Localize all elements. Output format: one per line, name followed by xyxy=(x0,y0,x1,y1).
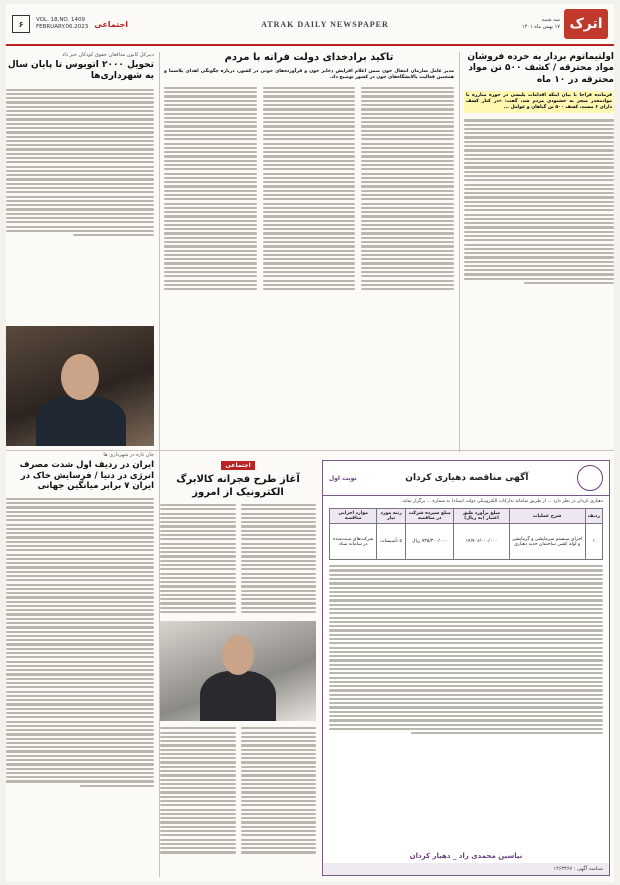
left-bottom-story xyxy=(6,452,154,877)
left-top-kicker: دبیرکل کانون مدافعان حقوق کودکان خبر داد xyxy=(62,52,154,58)
right-story-lead: فرمانده فراجا با بیان اینکه اقدامات پلیسی در حوزه مبارزه با موادمخدر منجر به خشنودی مردم شد، گفت: «در کنار کشف دارای ۶ مسند، کشف ۵۰۰ تن گیاهان و عوامل ... xyxy=(464,91,614,114)
english-date: FEBRUARY.06.2023 xyxy=(36,24,89,30)
ad-signature: نیاسین محمدی راد _ دهیار کردان xyxy=(323,849,609,863)
left-top-story xyxy=(6,52,154,322)
ad-th: ردیف xyxy=(585,509,602,524)
logo-mark: اترک xyxy=(564,9,608,39)
ad-round: نوبت اول xyxy=(329,474,357,482)
mid-section-tag: اجتماعی xyxy=(221,461,254,470)
issue-meta xyxy=(12,15,128,33)
section-label: اجتماعی xyxy=(94,19,128,29)
page-number: ۶ xyxy=(12,15,30,33)
mid-story-headline: آغاز طرح فجرانه کالابرگ الکترونیک از امروز xyxy=(176,474,300,498)
ad-th: مبلغ برآورد طبق اعتبار (به ریال) xyxy=(454,509,509,524)
left-bottom-body xyxy=(6,498,154,787)
newspaper-page xyxy=(6,4,614,882)
ad-intro: دهیاری کردان در نظر دارد ... از طریق سامانه تدارکات الکترونیکی دولت (ستاد) به شماره ... برگزار نماید. xyxy=(401,499,603,504)
ad-th: مبلغ سپرده شرکت در مناقصه xyxy=(405,509,454,524)
official-photo xyxy=(6,326,154,446)
ad-td: اجرای سیستم سرمایشی و گرمایشی و لوله کشی ساختمان جدید دهیاری xyxy=(509,524,585,560)
nameplate: ATRAK DAILY NEWSPAPER xyxy=(261,19,389,29)
left-bottom-kicker: جان تازه در شهرداری ها xyxy=(103,452,154,458)
issue-info xyxy=(522,17,560,31)
left-top-headline: تحویل ۲۰۰۰ اتوبوس تا پایان سال به شهرداری‌ها xyxy=(7,60,154,82)
ad-th: شرح عملیات xyxy=(509,509,585,524)
ad-td: شرکت‌های سبت‌شده در سامانه ستاد xyxy=(330,524,377,560)
center-story xyxy=(164,52,454,452)
logo xyxy=(522,9,608,39)
masthead xyxy=(6,4,614,46)
ad-th: موارد اجرایی مناقصه xyxy=(330,509,377,524)
emblem-icon xyxy=(577,465,603,491)
ad-td: ۱۴/۷۰۶/۰۰۰/۰۰۰ xyxy=(454,524,509,560)
center-story-lead: مدیر عامل سازمان انتقال خون ضمن اعلام افزایش ذخایر خون و فرآورده‌های خونی در کشور، درباره چگونگی اهدای پلاسما و همچنین فعالیت پالایشگاه‌های خون در کشور توضیح داد. xyxy=(164,68,454,80)
press-photo xyxy=(160,621,316,721)
left-top-body xyxy=(6,89,154,237)
center-story-headline: تاکید برادخدای دولت فرانه با مردم xyxy=(224,52,394,63)
center-story-columns xyxy=(164,87,454,290)
issue-day: سه شنبه xyxy=(541,17,560,23)
ad-conditions xyxy=(323,560,609,739)
right-story-headline: اولتیماتوم بردار به خرده فروشان مواد محترقه / کشف ۵۰۰ تن مواد محترقه در ۱۰ ماه xyxy=(467,52,614,85)
left-bottom-headline: ایران در ردیف اول شدت مصرف انرژی در دنیا / فرسایش خاک در ایران ۷ برابر میانگین جهانی xyxy=(19,460,154,492)
ad-td: ۷۳۵/۳۰۰/۰۰۰ ریال xyxy=(405,524,454,560)
ad-footer xyxy=(323,863,609,875)
ad-title: آگهی مناقصه دهیاری کردان xyxy=(405,473,529,483)
ad-td: ۱ xyxy=(585,524,602,560)
tender-ad xyxy=(322,460,610,876)
volume-number: VOL. 18,NO. 1409 xyxy=(36,17,86,23)
ad-th: رتبه مورد نیاز xyxy=(377,509,406,524)
right-story xyxy=(464,52,614,452)
ad-td: ۵ تأسیسات xyxy=(377,524,406,560)
ad-footer-code: شناسه آگهی : ۱۴۶۳۳۶۷ xyxy=(553,866,603,872)
right-story-body xyxy=(464,119,614,284)
mid-story xyxy=(160,452,316,877)
ad-table xyxy=(329,508,603,560)
issue-date: ۱۷ بهمن ماه ۱۴۰۱ xyxy=(521,24,560,30)
